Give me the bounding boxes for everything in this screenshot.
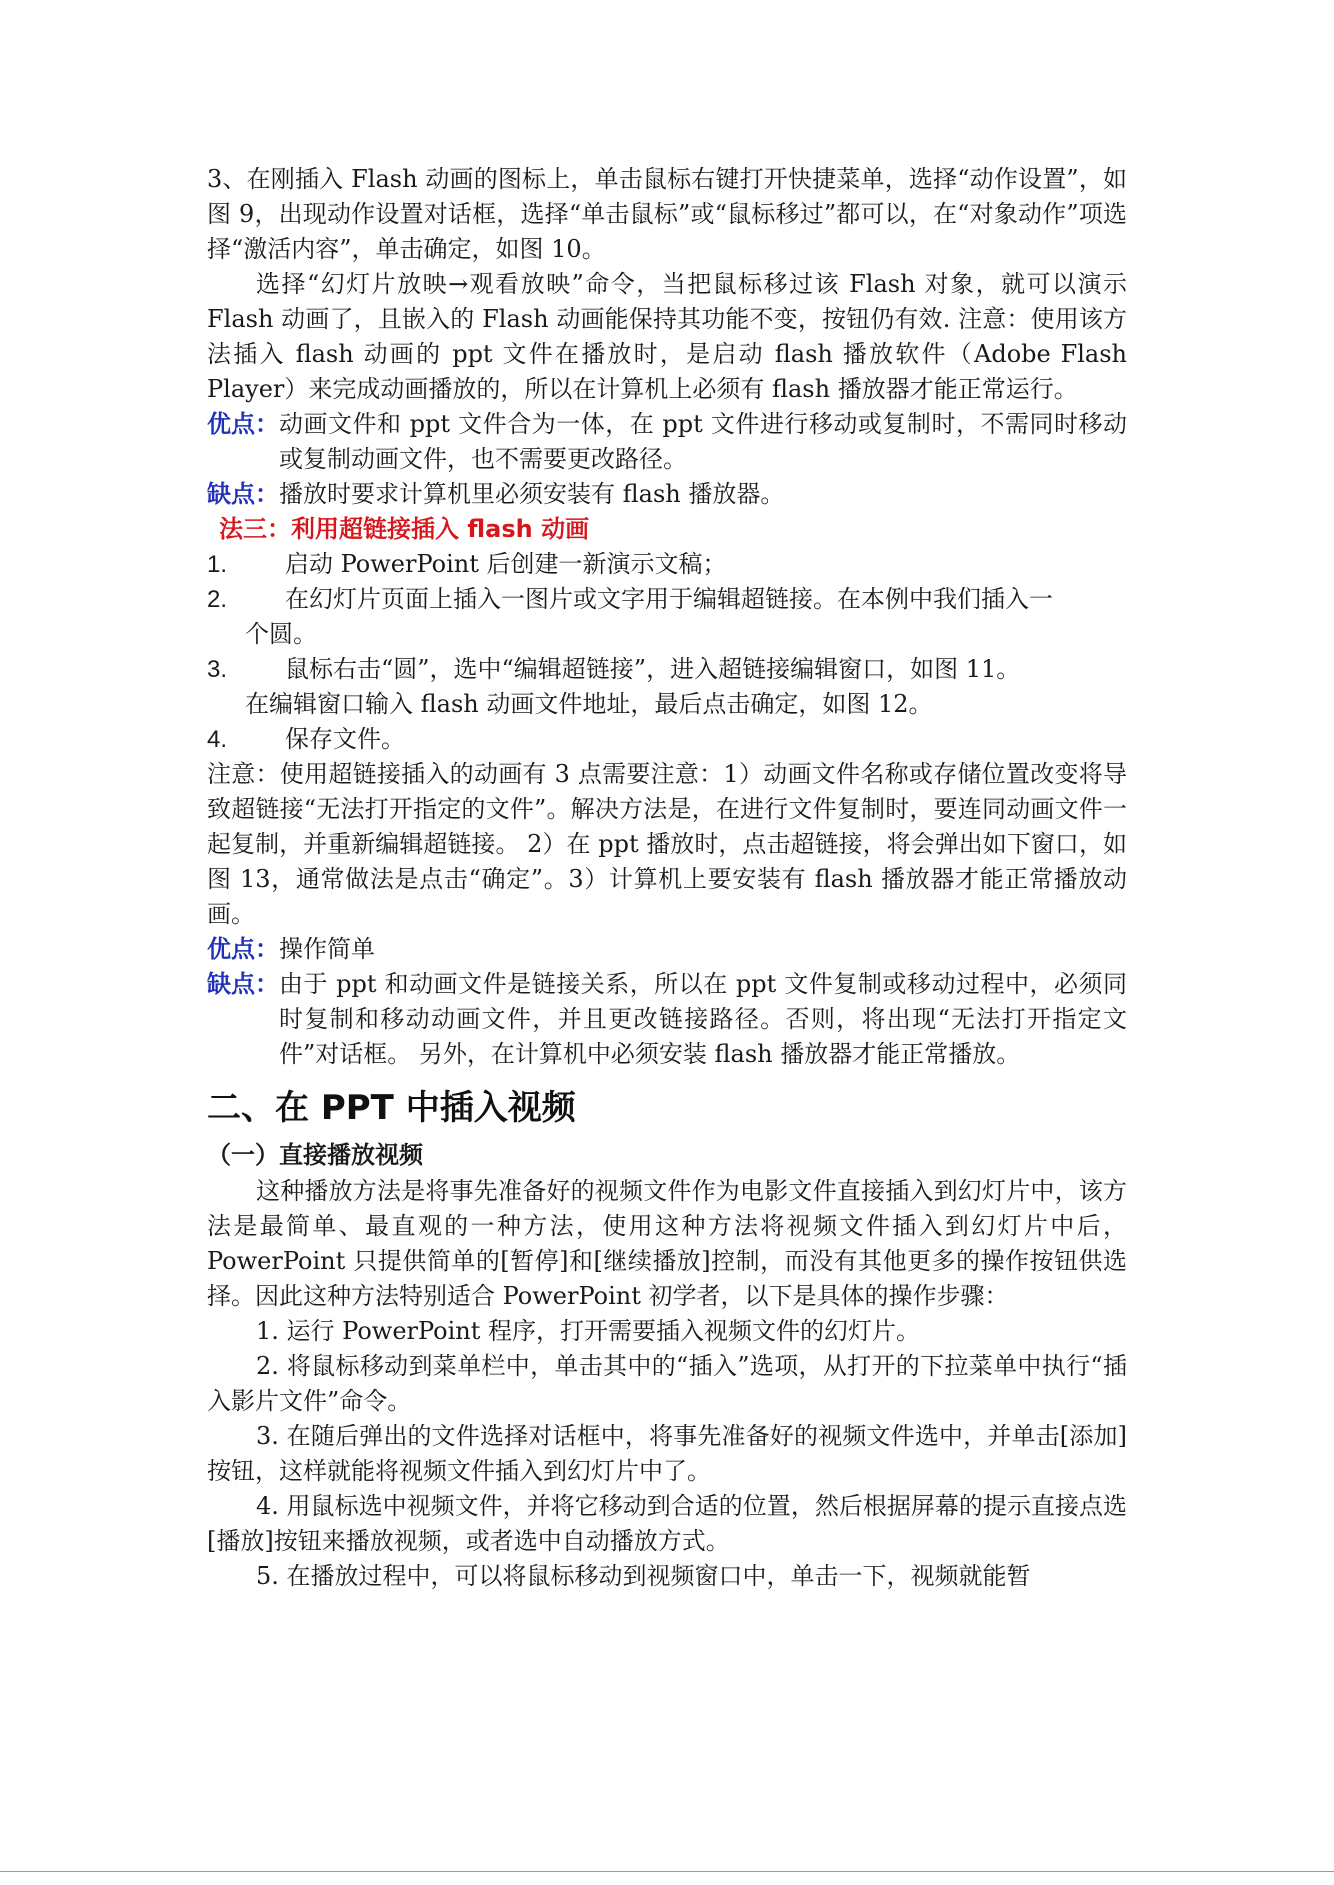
step-text: 保存文件。 <box>285 725 405 753</box>
section-title: 二、在 PPT 中插入视频 <box>207 1088 576 1128</box>
pros-label: 优点： <box>207 935 279 963</box>
paragraph-flash-action-settings: 3、在刚插入 Flash 动画的图标上，单击鼠标右键打开快捷菜单，选择“动作设置”，如图 9，出现动作设置对话框，选择“单击鼠标”或“鼠标移过”都可以，在“对象动作”项选择“激活内容”，单击确定，如图 10。 <box>207 165 1127 263</box>
cons-label: 缺点： <box>207 480 279 508</box>
method3-cons <box>207 967 1127 1072</box>
method2-cons <box>207 477 1127 512</box>
method2-pros <box>207 407 1127 477</box>
subsection-title: （一）直接播放视频 <box>207 1141 423 1169</box>
video-step-2: 2. 将鼠标移动到菜单栏中，单击其中的“插入”选项，从打开的下拉菜单中执行“插入影片文件”命令。 <box>207 1352 1127 1415</box>
video-step-1: 1. 运行 PowerPoint 程序，打开需要插入视频文件的幻灯片。 <box>256 1317 921 1345</box>
method3-step-3 <box>207 652 1127 687</box>
paragraph-flash-playback-note: 选择“幻灯片放映→观看放映”命令，当把鼠标移过该 Flash 对象，就可以演示 Flash 动画了，且嵌入的 Flash 动画能保持其功能不变，按钮仍有效. 注意：使用该方法插入 flash 动画的 ppt 文件在播放时，是启动 flash 播放软件（Adobe Flash Player）来完成动画播放的，所以在计算机上必须有 flash 播放器才能正常运行。 <box>207 270 1127 403</box>
step-number: 3. <box>207 656 228 683</box>
pros-text: 动画文件和 ppt 文件合为一体，在 ppt 文件进行移动或复制时，不需同时移动或复制动画文件，也不需要更改路径。 <box>279 410 1127 473</box>
video-step-4: 4. 用鼠标选中视频文件，并将它移动到合适的位置，然后根据屏幕的提示直接点选[播放]按钮来播放视频，或者选中自动播放方式。 <box>207 1492 1127 1555</box>
video-step-3: 3. 在随后弹出的文件选择对话框中，将事先准备好的视频文件选中，并单击[添加]按钮，这样就能将视频文件插入到幻灯片中了。 <box>207 1422 1127 1485</box>
method3-pros <box>207 932 1127 967</box>
step-number: 4. <box>207 726 228 753</box>
step-text: 启动 PowerPoint 后创建一新演示文稿； <box>285 550 727 578</box>
footer-divider <box>0 1871 1334 1872</box>
method3-note: 注意：使用超链接插入的动画有 3 点需要注意：1）动画文件名称或存储位置改变将导致超链接“无法打开指定的文件”。解决方法是，在进行文件复制时，要连同动画文件一起复制，并重新编辑超链接。 2）在 ppt 播放时，点击超链接，将会弹出如下窗口，如图 13，通常做法是点击“确定”。3）计算机上要安装有 flash 播放器才能正常播放动画。 <box>207 760 1127 928</box>
step-text: 在幻灯片页面上插入一图片或文字用于编辑超链接。在本例中我们插入一 <box>285 585 1053 613</box>
step-number: 2. <box>207 586 228 613</box>
method3-step-4 <box>207 722 1127 757</box>
cons-label: 缺点： <box>207 970 279 998</box>
cons-text: 由于 ppt 和动画文件是链接关系，所以在 ppt 文件复制或移动过程中，必须同时复制和移动动画文件，并且更改链接路径。否则，将出现“无法打开指定文件”对话框。 另外，在计算机中必须安装 flash 播放器才能正常播放。 <box>279 970 1127 1068</box>
document-page <box>207 162 1127 1594</box>
method3-step-1 <box>207 547 1127 582</box>
method3-step-2-continuation: 个圆。 <box>245 620 317 648</box>
cons-text: 播放时要求计算机里必须安装有 flash 播放器。 <box>279 480 785 508</box>
step-number: 1. <box>207 551 228 578</box>
method3-step-3-continuation: 在编辑窗口输入 flash 动画文件地址，最后点击确定，如图 12。 <box>245 690 933 718</box>
pros-label: 优点： <box>207 410 279 438</box>
method3-step-2 <box>207 582 1127 617</box>
pros-text: 操作简单 <box>279 935 375 963</box>
video-step-5: 5. 在播放过程中，可以将鼠标移动到视频窗口中，单击一下，视频就能暂 <box>256 1562 1031 1590</box>
section2-intro: 这种播放方法是将事先准备好的视频文件作为电影文件直接插入到幻灯片中，该方法是最简单、最直观的一种方法，使用这种方法将视频文件插入到幻灯片中后，PowerPoint 只提供简单的[暂停]和[继续播放]控制，而没有其他更多的操作按钮供选择。因此这种方法特别适合 PowerPoint 初学者，以下是具体的操作步骤： <box>207 1177 1127 1310</box>
step-text: 鼠标右击“圆”，选中“编辑超链接”，进入超链接编辑窗口，如图 11。 <box>285 655 1021 683</box>
method3-heading: 法三：利用超链接插入 flash 动画 <box>219 515 590 543</box>
